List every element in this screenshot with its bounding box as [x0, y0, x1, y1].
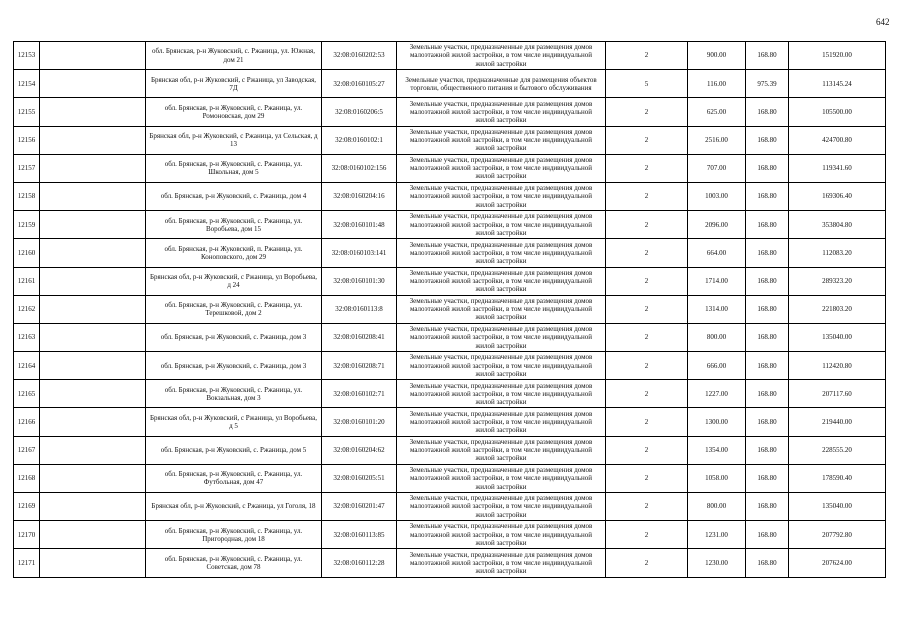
specific-value-cell: 168.80 [746, 42, 789, 70]
row-number-cell: 12159 [14, 211, 40, 239]
cadastral-value-cell: 135040.00 [789, 323, 886, 351]
table-row [14, 295, 886, 323]
blank-cell [40, 211, 146, 239]
area-cell: 1227.00 [688, 380, 746, 408]
group-number-cell: 2 [606, 98, 688, 126]
cadastral-number-cell: 32:08:0160113:85 [322, 521, 397, 549]
specific-value-cell: 168.80 [746, 182, 789, 210]
table-row [14, 126, 886, 154]
area-cell: 800.00 [688, 493, 746, 521]
address-cell: обл. Брянская, р-н Жуковский, с. Ржаница, дом 5 [146, 436, 322, 464]
specific-value-cell: 168.80 [746, 267, 789, 295]
permitted-use-cell: Земельные участки, предназначенные для размещения домов малоэтажной жилой застройки, в том числе индивидуальной жилой застройки [397, 295, 606, 323]
specific-value-cell: 168.80 [746, 352, 789, 380]
area-cell: 1354.00 [688, 436, 746, 464]
address-cell: обл. Брянская, р-н Жуковский, п. Ржаница, ул. Коноповского, дом 29 [146, 239, 322, 267]
address-cell: обл. Брянская, р-н Жуковский, с. Ржаница, ул. Пригородная, дом 18 [146, 521, 322, 549]
row-number-cell: 12168 [14, 464, 40, 492]
cadastral-number-cell: 32:08:0160201:47 [322, 493, 397, 521]
row-number-cell: 12154 [14, 70, 40, 98]
table-row [14, 408, 886, 436]
cadastral-value-cell: 228555.20 [789, 436, 886, 464]
area-cell: 2516.00 [688, 126, 746, 154]
cadastral-value-cell: 112420.80 [789, 352, 886, 380]
specific-value-cell: 168.80 [746, 211, 789, 239]
area-cell: 664.00 [688, 239, 746, 267]
row-number-cell: 12162 [14, 295, 40, 323]
specific-value-cell: 168.80 [746, 436, 789, 464]
blank-cell [40, 521, 146, 549]
address-cell: обл. Брянская, р-н Жуковский, с. Ржаница, ул. Футбольная, дом 47 [146, 464, 322, 492]
area-cell: 1714.00 [688, 267, 746, 295]
permitted-use-cell: Земельные участки, предназначенные для размещения домов малоэтажной жилой застройки, в том числе индивидуальной жилой застройки [397, 323, 606, 351]
cadastral-value-cell: 169306.40 [789, 182, 886, 210]
permitted-use-cell: Земельные участки, предназначенные для размещения домов малоэтажной жилой застройки, в том числе индивидуальной жилой застройки [397, 352, 606, 380]
blank-cell [40, 493, 146, 521]
permitted-use-cell: Земельные участки, предназначенные для размещения объектов торговли, общественного питания и бытового обслуживания [397, 70, 606, 98]
group-number-cell: 2 [606, 182, 688, 210]
cadastral-number-cell: 32:08:0160102:156 [322, 154, 397, 182]
blank-cell [40, 70, 146, 98]
area-cell: 1300.00 [688, 408, 746, 436]
table-row [14, 549, 886, 577]
group-number-cell: 2 [606, 126, 688, 154]
blank-cell [40, 98, 146, 126]
table-row [14, 98, 886, 126]
address-cell: Брянская обл, р-н Жуковский, с Ржаница, ул Воробьева, д 24 [146, 267, 322, 295]
table-row [14, 70, 886, 98]
cadastral-number-cell: 32:08:0160205:51 [322, 464, 397, 492]
table-row [14, 464, 886, 492]
group-number-cell: 2 [606, 239, 688, 267]
row-number-cell: 12167 [14, 436, 40, 464]
permitted-use-cell: Земельные участки, предназначенные для размещения домов малоэтажной жилой застройки, в том числе индивидуальной жилой застройки [397, 182, 606, 210]
table-body [14, 42, 886, 578]
area-cell: 1314.00 [688, 295, 746, 323]
group-number-cell: 2 [606, 380, 688, 408]
group-number-cell: 2 [606, 352, 688, 380]
specific-value-cell: 168.80 [746, 380, 789, 408]
address-cell: Брянская обл, р-н Жуковский, с Ржаница, ул Сельская, д 13 [146, 126, 322, 154]
specific-value-cell: 168.80 [746, 464, 789, 492]
permitted-use-cell: Земельные участки, предназначенные для размещения домов малоэтажной жилой застройки, в том числе индивидуальной жилой застройки [397, 436, 606, 464]
table-row [14, 267, 886, 295]
group-number-cell: 2 [606, 493, 688, 521]
cadastral-value-cell: 207624.00 [789, 549, 886, 577]
permitted-use-cell: Земельные участки, предназначенные для размещения домов малоэтажной жилой застройки, в том числе индивидуальной жилой застройки [397, 380, 606, 408]
area-cell: 1230.00 [688, 549, 746, 577]
specific-value-cell: 168.80 [746, 493, 789, 521]
blank-cell [40, 267, 146, 295]
cadastral-number-cell: 32:08:0160208:41 [322, 323, 397, 351]
address-cell: Брянская обл, р-н Жуковский, с Ржаница, ул Воробьева, д 5 [146, 408, 322, 436]
address-cell: обл. Брянская, р-н Жуковский, с. Ржаница, ул. Воробьева, дом 15 [146, 211, 322, 239]
row-number-cell: 12158 [14, 182, 40, 210]
permitted-use-cell: Земельные участки, предназначенные для размещения домов малоэтажной жилой застройки, в том числе индивидуальной жилой застройки [397, 239, 606, 267]
cadastral-number-cell: 32:08:0160204:62 [322, 436, 397, 464]
row-number-cell: 12170 [14, 521, 40, 549]
group-number-cell: 2 [606, 521, 688, 549]
address-cell: обл. Брянская, р-н Жуковский, с. Ржаница, дом 4 [146, 182, 322, 210]
group-number-cell: 2 [606, 42, 688, 70]
blank-cell [40, 380, 146, 408]
cadastral-value-cell: 353804.80 [789, 211, 886, 239]
blank-cell [40, 436, 146, 464]
specific-value-cell: 168.80 [746, 549, 789, 577]
blank-cell [40, 42, 146, 70]
address-cell: обл. Брянская, р-н Жуковский, с. Ржаница, ул. Терешковой, дом 2 [146, 295, 322, 323]
specific-value-cell: 168.80 [746, 98, 789, 126]
area-cell: 116.00 [688, 70, 746, 98]
group-number-cell: 2 [606, 436, 688, 464]
specific-value-cell: 168.80 [746, 408, 789, 436]
table-row [14, 182, 886, 210]
cadastral-value-cell: 424700.80 [789, 126, 886, 154]
blank-cell [40, 549, 146, 577]
row-number-cell: 12157 [14, 154, 40, 182]
land-plots-table [13, 41, 886, 578]
specific-value-cell: 168.80 [746, 521, 789, 549]
permitted-use-cell: Земельные участки, предназначенные для размещения домов малоэтажной жилой застройки, в том числе индивидуальной жилой застройки [397, 211, 606, 239]
blank-cell [40, 126, 146, 154]
address-cell: обл. Брянская, р-н Жуковский, с. Ржаница, ул. Школьная, дом 5 [146, 154, 322, 182]
blank-cell [40, 154, 146, 182]
permitted-use-cell: Земельные участки, предназначенные для размещения домов малоэтажной жилой застройки, в том числе индивидуальной жилой застройки [397, 549, 606, 577]
table-row [14, 436, 886, 464]
cadastral-number-cell: 32:08:0160206:5 [322, 98, 397, 126]
cadastral-number-cell: 32:08:0160101:48 [322, 211, 397, 239]
group-number-cell: 2 [606, 211, 688, 239]
cadastral-value-cell: 221803.20 [789, 295, 886, 323]
group-number-cell: 2 [606, 408, 688, 436]
cadastral-number-cell: 32:08:0160102:71 [322, 380, 397, 408]
area-cell: 625.00 [688, 98, 746, 126]
permitted-use-cell: Земельные участки, предназначенные для размещения домов малоэтажной жилой застройки, в том числе индивидуальной жилой застройки [397, 126, 606, 154]
table-row [14, 493, 886, 521]
specific-value-cell: 168.80 [746, 323, 789, 351]
row-number-cell: 12155 [14, 98, 40, 126]
address-cell: обл. Брянская, р-н Жуковский, с. Ржаница, ул. Южная, дом 21 [146, 42, 322, 70]
cadastral-number-cell: 32:08:0160202:53 [322, 42, 397, 70]
address-cell: Брянская обл, р-н Жуковский, с Ржаница, ул Гоголя, 18 [146, 493, 322, 521]
table-row [14, 239, 886, 267]
table-row [14, 154, 886, 182]
cadastral-value-cell: 113145.24 [789, 70, 886, 98]
cadastral-number-cell: 32:08:0160103:141 [322, 239, 397, 267]
blank-cell [40, 239, 146, 267]
specific-value-cell: 168.80 [746, 239, 789, 267]
specific-value-cell: 168.80 [746, 154, 789, 182]
permitted-use-cell: Земельные участки, предназначенные для размещения домов малоэтажной жилой застройки, в том числе индивидуальной жилой застройки [397, 493, 606, 521]
permitted-use-cell: Земельные участки, предназначенные для размещения домов малоэтажной жилой застройки, в том числе индивидуальной жилой застройки [397, 154, 606, 182]
cadastral-value-cell: 178590.40 [789, 464, 886, 492]
row-number-cell: 12161 [14, 267, 40, 295]
row-number-cell: 12171 [14, 549, 40, 577]
blank-cell [40, 464, 146, 492]
group-number-cell: 2 [606, 549, 688, 577]
cadastral-value-cell: 105500.00 [789, 98, 886, 126]
cadastral-number-cell: 32:08:0160101:20 [322, 408, 397, 436]
row-number-cell: 12163 [14, 323, 40, 351]
row-number-cell: 12160 [14, 239, 40, 267]
blank-cell [40, 323, 146, 351]
address-cell: обл. Брянская, р-н Жуковский, с. Ржаница, дом 3 [146, 352, 322, 380]
cadastral-number-cell: 32:08:0160204:16 [322, 182, 397, 210]
address-cell: обл. Брянская, р-н Жуковский, с. Ржаница, ул. Советская, дом 78 [146, 549, 322, 577]
permitted-use-cell: Земельные участки, предназначенные для размещения домов малоэтажной жилой застройки, в том числе индивидуальной жилой застройки [397, 42, 606, 70]
cadastral-number-cell: 32:08:0160105:27 [322, 70, 397, 98]
permitted-use-cell: Земельные участки, предназначенные для размещения домов малоэтажной жилой застройки, в том числе индивидуальной жилой застройки [397, 98, 606, 126]
cadastral-value-cell: 207792.80 [789, 521, 886, 549]
blank-cell [40, 352, 146, 380]
group-number-cell: 2 [606, 464, 688, 492]
group-number-cell: 2 [606, 323, 688, 351]
row-number-cell: 12169 [14, 493, 40, 521]
cadastral-number-cell: 32:08:0160112:28 [322, 549, 397, 577]
area-cell: 666.00 [688, 352, 746, 380]
permitted-use-cell: Земельные участки, предназначенные для размещения домов малоэтажной жилой застройки, в том числе индивидуальной жилой застройки [397, 408, 606, 436]
row-number-cell: 12156 [14, 126, 40, 154]
specific-value-cell: 168.80 [746, 126, 789, 154]
cadastral-value-cell: 135040.00 [789, 493, 886, 521]
table-row [14, 380, 886, 408]
row-number-cell: 12153 [14, 42, 40, 70]
blank-cell [40, 295, 146, 323]
group-number-cell: 2 [606, 154, 688, 182]
row-number-cell: 12165 [14, 380, 40, 408]
cadastral-value-cell: 219440.00 [789, 408, 886, 436]
group-number-cell: 2 [606, 295, 688, 323]
group-number-cell: 5 [606, 70, 688, 98]
address-cell: Брянская обл, р-н Жуковский, с Ржаница, ул Заводская, 7Д [146, 70, 322, 98]
row-number-cell: 12164 [14, 352, 40, 380]
area-cell: 1003.00 [688, 182, 746, 210]
blank-cell [40, 182, 146, 210]
cadastral-value-cell: 151920.00 [789, 42, 886, 70]
area-cell: 900.00 [688, 42, 746, 70]
table-row [14, 323, 886, 351]
area-cell: 2096.00 [688, 211, 746, 239]
specific-value-cell: 975.39 [746, 70, 789, 98]
cadastral-number-cell: 32:08:0160113:8 [322, 295, 397, 323]
specific-value-cell: 168.80 [746, 295, 789, 323]
cadastral-number-cell: 32:08:0160101:30 [322, 267, 397, 295]
permitted-use-cell: Земельные участки, предназначенные для размещения домов малоэтажной жилой застройки, в том числе индивидуальной жилой застройки [397, 521, 606, 549]
permitted-use-cell: Земельные участки, предназначенные для размещения домов малоэтажной жилой застройки, в том числе индивидуальной жилой застройки [397, 267, 606, 295]
permitted-use-cell: Земельные участки, предназначенные для размещения домов малоэтажной жилой застройки, в том числе индивидуальной жилой застройки [397, 464, 606, 492]
row-number-cell: 12166 [14, 408, 40, 436]
cadastral-number-cell: 32:08:0160208:71 [322, 352, 397, 380]
address-cell: обл. Брянская, р-н Жуковский, с. Ржаница, ул. Вокзальная, дом 3 [146, 380, 322, 408]
cadastral-value-cell: 119341.60 [789, 154, 886, 182]
table-row [14, 521, 886, 549]
area-cell: 1058.00 [688, 464, 746, 492]
cadastral-value-cell: 112083.20 [789, 239, 886, 267]
table-row [14, 352, 886, 380]
cadastral-value-cell: 207117.60 [789, 380, 886, 408]
table-row [14, 211, 886, 239]
page-number: 642 [876, 17, 890, 27]
table-row [14, 42, 886, 70]
blank-cell [40, 408, 146, 436]
area-cell: 800.00 [688, 323, 746, 351]
group-number-cell: 2 [606, 267, 688, 295]
address-cell: обл. Брянская, р-н Жуковский, с. Ржаница, ул. Ромоновская, дом 29 [146, 98, 322, 126]
cadastral-value-cell: 289323.20 [789, 267, 886, 295]
address-cell: обл. Брянская, р-н Жуковский, с. Ржаница, дом 3 [146, 323, 322, 351]
area-cell: 707.00 [688, 154, 746, 182]
cadastral-number-cell: 32:08:0160102:1 [322, 126, 397, 154]
area-cell: 1231.00 [688, 521, 746, 549]
